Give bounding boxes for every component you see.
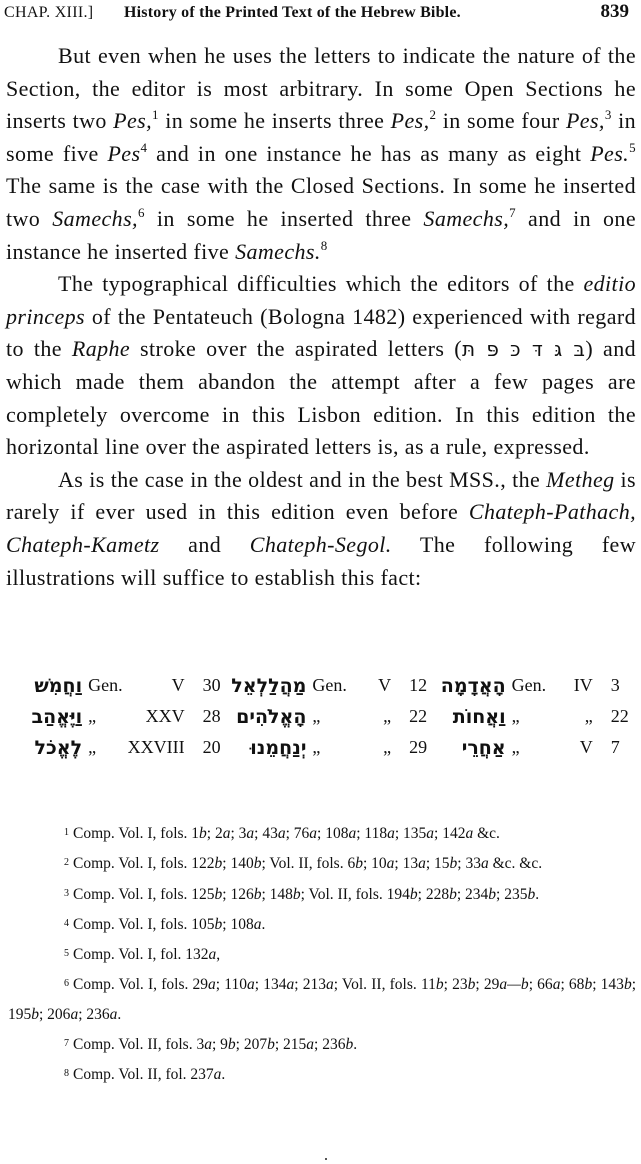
italic-text: a—b: [499, 976, 529, 994]
text-run: ; 43: [254, 825, 278, 842]
text-run: ; 135: [394, 825, 427, 842]
text-run: .: [261, 915, 266, 933]
text-run: &c. &c.: [488, 855, 543, 873]
footnote-ref: 1: [151, 107, 159, 123]
italic-text: b: [488, 885, 497, 903]
text-run: ; 66: [528, 976, 553, 994]
text-run: .: [535, 885, 540, 903]
footnote-mark: 6: [64, 978, 69, 990]
verse-ref: 12: [409, 675, 428, 695]
text-run: ; 110: [215, 976, 247, 994]
text-run: ; 206: [39, 1005, 71, 1023]
text-run: and: [159, 531, 250, 557]
italic-text: b: [267, 1036, 275, 1054]
chapter-ref: V: [378, 675, 392, 695]
text-run: ; 148: [261, 885, 293, 903]
running-header: [4, 0, 633, 26]
text-run: ; 2: [206, 825, 223, 842]
chapter-ref: V: [579, 737, 593, 757]
chapter-ref: V: [171, 675, 185, 695]
footnote-ref: 2: [429, 107, 437, 123]
text-run: ) and which made them abandon the attempt after a few pages are completely overcome in this Lisbon edition. In this edition the horizontal line over the aspirated letters is, as a rule, expressed.: [6, 336, 636, 460]
text-run: ; 118: [356, 825, 388, 842]
italic-text: Pes,: [390, 108, 430, 134]
book-ref: „: [511, 706, 520, 726]
book-ref: „: [88, 706, 97, 726]
text-run: Comp. Vol. I, fols. 29: [73, 976, 209, 994]
hebrew-word: מַהֲלַלְאֵל: [231, 674, 307, 697]
hebrew-word: וַחֲמִשׁ: [34, 674, 83, 697]
book-ref: „: [511, 737, 520, 757]
illustration-row: [20, 732, 630, 763]
italic-text: b: [345, 1036, 354, 1054]
verse-ref: 30: [202, 675, 221, 695]
chapter-label: CHAP. XIII.]: [4, 4, 94, 21]
page-number: 839: [600, 1, 629, 22]
italic-text: a: [480, 855, 489, 873]
text-run: ; 236: [314, 1036, 346, 1054]
italic-text: Samechs,: [52, 205, 138, 231]
footnote: [8, 1059, 636, 1089]
italic-text: a: [213, 1066, 222, 1084]
paragraph: [6, 40, 636, 268]
text-run: ; 228: [417, 885, 450, 903]
chapter-ref: „: [383, 737, 392, 757]
italic-text: a: [277, 825, 286, 842]
italic-text: a: [386, 855, 395, 873]
italic-text: a: [387, 825, 395, 842]
hebrew-word: אַחֲרֵי: [461, 736, 506, 759]
text-run: The following few illustrations will suffice to establish this fact:: [6, 531, 636, 590]
verse-ref: 22: [409, 706, 428, 726]
italic-text: editio princeps: [6, 271, 636, 329]
text-run: ; 195: [8, 976, 636, 1023]
text-run: of the Pentateuch (Bologna 1482) experienced with regard to the: [6, 303, 636, 362]
text-run: Comp. Vol. I, fols. 1: [73, 825, 200, 842]
verse-ref: 20: [202, 737, 221, 757]
text-run: Comp. Vol. I, fols. 125: [73, 885, 215, 903]
footnote-mark: 5: [64, 948, 69, 960]
footnote-mark: 7: [64, 1038, 69, 1050]
book-ref: Gen.: [312, 675, 347, 695]
footnote-mark: 8: [64, 1068, 69, 1080]
hebrew-word: לֶאֱכֹל: [34, 736, 83, 759]
footnote-mark: 1: [64, 827, 69, 838]
hebrew-word: הָאֱלֹהִים: [236, 705, 307, 728]
footnote: [8, 969, 636, 1029]
text-run: and in one instance he has as many as eight: [147, 140, 591, 166]
text-run: .: [221, 1066, 226, 1084]
italic-text: b: [253, 885, 262, 903]
text-run: Comp. Vol. I, fol. 132: [73, 946, 209, 964]
text-run: ; 235: [496, 885, 528, 903]
verse-ref: 7: [610, 737, 620, 757]
text-run: ; 108: [222, 915, 254, 933]
text-run: ; 68: [560, 976, 585, 994]
text-run: ; 213: [294, 976, 326, 994]
text-run: in some he inserts three: [158, 108, 391, 134]
footnote: [8, 1029, 636, 1059]
footnote-mark: 3: [64, 887, 69, 899]
book-ref: „: [312, 706, 321, 726]
text-run: ; 143: [592, 976, 624, 994]
italic-text: Samechs,: [423, 205, 510, 231]
book-ref: „: [312, 737, 321, 757]
text-run: ; 3: [230, 825, 247, 842]
footnote: [8, 939, 636, 969]
text-run: in some he inserted three: [144, 205, 424, 231]
italic-text: a: [246, 825, 255, 842]
paragraph: [6, 268, 636, 464]
text-run: ; 236: [78, 1005, 110, 1023]
text-run: ; 10: [362, 855, 387, 873]
italic-text: Chateph-Pathach, Chateph-Kametz: [6, 499, 636, 557]
italic-text: b: [253, 855, 262, 873]
italic-text: a: [418, 855, 426, 873]
italic-text: a: [222, 825, 231, 842]
verse-ref: 22: [610, 706, 629, 726]
footnote-ref: 5: [629, 139, 636, 155]
text-run: ; 23: [443, 976, 468, 994]
text-run: ; Vol. II, fols. 11: [333, 976, 436, 994]
text-run: ; Vol. II, fols. 6: [261, 855, 356, 873]
text-run: ; 9: [211, 1036, 228, 1054]
text-run: Comp. Vol. I, fols. 105: [73, 915, 215, 933]
text-run: ; 29: [475, 976, 500, 994]
footnote: [8, 909, 636, 939]
italic-text: a: [348, 825, 357, 842]
verse-ref: 29: [409, 737, 428, 757]
chapter-ref: XXVIII: [127, 737, 185, 757]
italic-text: b: [214, 885, 223, 903]
italic-text: Samechs.: [235, 238, 321, 264]
italic-text: b: [199, 825, 207, 842]
chapter-ref: „: [584, 706, 593, 726]
hebrew-word: הָאֲדָמָה: [440, 674, 506, 697]
footnote-ref: 4: [140, 139, 148, 155]
footnote-ref: 8: [320, 237, 328, 253]
italic-text: a: [208, 946, 217, 964]
footnote-mark: 2: [64, 857, 69, 869]
text-run: ; 15: [425, 855, 450, 873]
footnote-mark: 4: [64, 917, 69, 929]
text-run: is rarely if ever used in this edition even before: [6, 466, 637, 525]
footnotes: [8, 818, 636, 1090]
italic-text: b: [435, 976, 444, 994]
text-run: ; 207: [235, 1036, 268, 1054]
book-ref: Gen.: [511, 675, 547, 695]
italic-text: b: [409, 885, 418, 903]
italic-text: b: [449, 855, 458, 873]
text-run: The typographical difficulties which the editors of the: [58, 271, 584, 297]
illustrations-table: [20, 670, 630, 763]
text-run: ; 234: [456, 885, 489, 903]
illustration-row: [20, 670, 630, 701]
italic-text: a: [286, 976, 295, 994]
text-run: in some five: [6, 108, 636, 166]
italic-text: a: [109, 1005, 118, 1023]
italic-text: b: [214, 855, 223, 873]
italic-text: b: [227, 1036, 236, 1054]
text-run: in some four: [436, 108, 566, 134]
italic-text: a: [552, 976, 561, 994]
italic-text: b: [584, 976, 593, 994]
chapter-ref: „: [383, 706, 392, 726]
italic-text: Pes: [107, 140, 141, 166]
footnote-ref: 7: [509, 204, 517, 220]
text-run: The same is the case with the Closed Sections. In some he inserted two: [6, 173, 636, 231]
text-run: ; 140: [222, 855, 254, 873]
page-mark: [325, 1158, 327, 1160]
text-run: Comp. Vol. II, fols. 3: [73, 1036, 205, 1054]
text-run: ; 126: [222, 885, 254, 903]
italic-text: a: [426, 825, 435, 842]
italic-text: Pes,: [565, 108, 605, 134]
text-run: ; Vol. II, fols. 194: [300, 885, 410, 903]
italic-text: Chateph-Segol.: [249, 531, 392, 557]
italic-text: a: [208, 976, 216, 994]
footnote: [8, 818, 636, 848]
text-run: ; 108: [317, 825, 349, 842]
italic-text: b: [214, 915, 223, 933]
text-run: ; 142: [434, 825, 466, 842]
hebrew-text: בּ גּ דּ כּ פּ תּ: [462, 337, 586, 362]
hebrew-word: וַיֶּאֱהַב: [31, 705, 83, 728]
italic-text: b: [527, 885, 536, 903]
text-run: But even when he uses the letters to indicate the nature of the Section, the editor is most arbitrary. In some Open Sections he inserts two: [6, 43, 636, 134]
italic-text: b: [449, 885, 457, 903]
text-run: ,: [216, 946, 221, 964]
text-run: .: [117, 1005, 122, 1023]
text-run: Comp. Vol. I, fols. 122: [73, 855, 215, 873]
italic-text: a: [325, 976, 334, 994]
italic-text: b: [292, 885, 301, 903]
text-run: ; 13: [394, 855, 419, 873]
italic-text: a: [306, 1036, 315, 1054]
text-run: As is the case in the oldest and in the best MSS., the: [58, 466, 547, 492]
book-ref: „: [88, 737, 97, 757]
running-title: History of the Printed Text of the Hebrew Bible.: [124, 4, 461, 21]
footnote-ref: 3: [604, 107, 612, 123]
italic-text: a: [309, 825, 318, 842]
text-run: ; 33: [457, 855, 481, 873]
text-run: ; 215: [274, 1036, 307, 1054]
paragraph: [6, 464, 636, 594]
text-run: and in one instance he inserted five: [6, 205, 636, 264]
chapter-ref: XXV: [145, 706, 185, 726]
text-run: ; 134: [254, 976, 287, 994]
chapter-ref: IV: [573, 675, 593, 695]
hebrew-word: וַאֲחוֹת: [452, 705, 506, 728]
italic-text: b: [467, 976, 476, 994]
italic-text: Metheg: [546, 466, 615, 492]
text-run: .: [353, 1036, 358, 1054]
italic-text: b: [623, 976, 632, 994]
verse-ref: 3: [610, 675, 620, 695]
verse-ref: 28: [202, 706, 221, 726]
text-run: &c.: [473, 825, 500, 842]
body-text: [6, 40, 636, 594]
italic-text: a: [253, 915, 262, 933]
footnote: [8, 848, 636, 878]
text-run: ; 76: [285, 825, 310, 842]
footnote-ref: 6: [137, 204, 145, 220]
italic-text: a: [246, 976, 255, 994]
italic-text: Pes.: [590, 140, 630, 166]
italic-text: a: [465, 825, 474, 842]
book-ref: Gen.: [88, 675, 123, 695]
italic-text: Pes,: [113, 108, 152, 134]
text-run: stroke over the aspirated letters (: [130, 336, 462, 362]
italic-text: a: [70, 1005, 79, 1023]
italic-text: a: [204, 1036, 212, 1054]
text-run: Comp. Vol. II, fol. 237: [73, 1066, 214, 1084]
italic-text: Raphe: [71, 336, 131, 362]
hebrew-word: יְנַחֲמֵנוּ: [250, 736, 307, 759]
italic-text: b: [31, 1005, 39, 1023]
illustration-row: [20, 701, 630, 732]
italic-text: b: [355, 855, 363, 873]
footnote: [8, 879, 636, 909]
